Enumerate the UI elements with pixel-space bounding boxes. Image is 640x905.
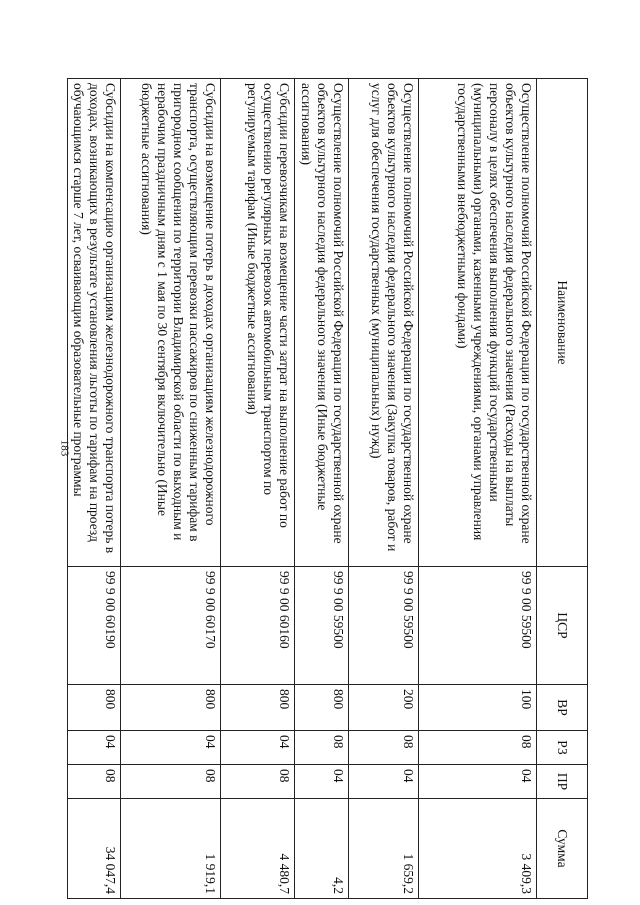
page-number: 183 <box>58 439 71 457</box>
cell-csr: 99 9 00 59500 <box>419 567 537 685</box>
cell-pr: 04 <box>295 765 349 799</box>
header-vr: ВР <box>537 685 588 731</box>
cell-rz: 08 <box>349 731 419 765</box>
cell-vr: 100 <box>419 685 537 731</box>
cell-vr: 800 <box>68 685 121 731</box>
cell-name: Осуществление полномочий Российской Федерации по государственной охране объектов культурного наследия федерального значения (Закупка товаров, работ и услуг для обеспечения государственных (муниципальных) нужд) <box>349 79 419 567</box>
header-csr: ЦСР <box>537 567 588 685</box>
cell-sum: 4,2 <box>295 799 349 899</box>
cell-csr: 99 9 00 59500 <box>349 567 419 685</box>
table-row <box>221 79 295 899</box>
cell-csr: 99 9 00 60190 <box>68 567 121 685</box>
cell-rz: 04 <box>121 731 221 765</box>
cell-pr: 08 <box>68 765 121 799</box>
cell-csr: 99 9 00 60170 <box>121 567 221 685</box>
cell-pr: 04 <box>349 765 419 799</box>
cell-rz: 04 <box>221 731 295 765</box>
cell-sum: 1 659,2 <box>349 799 419 899</box>
cell-pr: 04 <box>419 765 537 799</box>
table-row <box>419 79 537 899</box>
table-row <box>349 79 419 899</box>
cell-vr: 800 <box>221 685 295 731</box>
cell-name: Осуществление полномочий Российской Федерации по государственной охране объектов культурного наследия федерального значения (Иные бюджетные ассигнования) <box>295 79 349 567</box>
cell-sum: 4 480,7 <box>221 799 295 899</box>
budget-table <box>67 78 588 899</box>
cell-csr: 99 9 00 60160 <box>221 567 295 685</box>
cell-rz: 08 <box>419 731 537 765</box>
cell-sum: 34 047,4 <box>68 799 121 899</box>
cell-name: Осуществление полномочий Российской Федерации по государственной охране объектов культурного наследия федерального значения (Расходы на выплаты персоналу в целях обеспечения выполнения функций государственными (муниципальными) органами, казенными учреждениями, органами управления государственными внебюджетными фондами) <box>419 79 537 567</box>
header-row <box>537 79 588 899</box>
table-row <box>121 79 221 899</box>
cell-name: Субсидии на компенсацию организациям железнодорожного транспорта потерь в доходах, возникающих в результате установления льготы по тарифам на проезд обучающимся старше 7 лет, осваивающим образовательные программы <box>68 79 121 567</box>
rotated-table-container <box>71 78 588 898</box>
table-row <box>295 79 349 899</box>
cell-csr: 99 9 00 59500 <box>295 567 349 685</box>
cell-name: Субсидии на возмещение потерь в доходах организациям железнодорожного транспорта, осуществляющим перевозки пассажиров по сниженным тарифам в пригородном сообщении по территории Владимирской области по выходным и нерабочим праздничным дням с 1 мая по 30 сентября включительно (Иные бюджетные ассигнования) <box>121 79 221 567</box>
header-sum: Сумма <box>537 799 588 899</box>
cell-sum: 1 919,1 <box>121 799 221 899</box>
table-row <box>68 79 121 899</box>
cell-name: Субсидии перевозчикам на возмещение части затрат на выполнение работ по осуществлению регулярных перевозок автомобильным транспортом по регулируемым тарифам (Иные бюджетные ассигнования) <box>221 79 295 567</box>
cell-rz: 04 <box>68 731 121 765</box>
cell-pr: 08 <box>121 765 221 799</box>
header-rz: РЗ <box>537 731 588 765</box>
cell-sum: 3 409,3 <box>419 799 537 899</box>
cell-pr: 08 <box>221 765 295 799</box>
header-name: Наименование <box>537 79 588 567</box>
cell-rz: 08 <box>295 731 349 765</box>
cell-vr: 800 <box>121 685 221 731</box>
cell-vr: 200 <box>349 685 419 731</box>
cell-vr: 800 <box>295 685 349 731</box>
header-pr: ПР <box>537 765 588 799</box>
